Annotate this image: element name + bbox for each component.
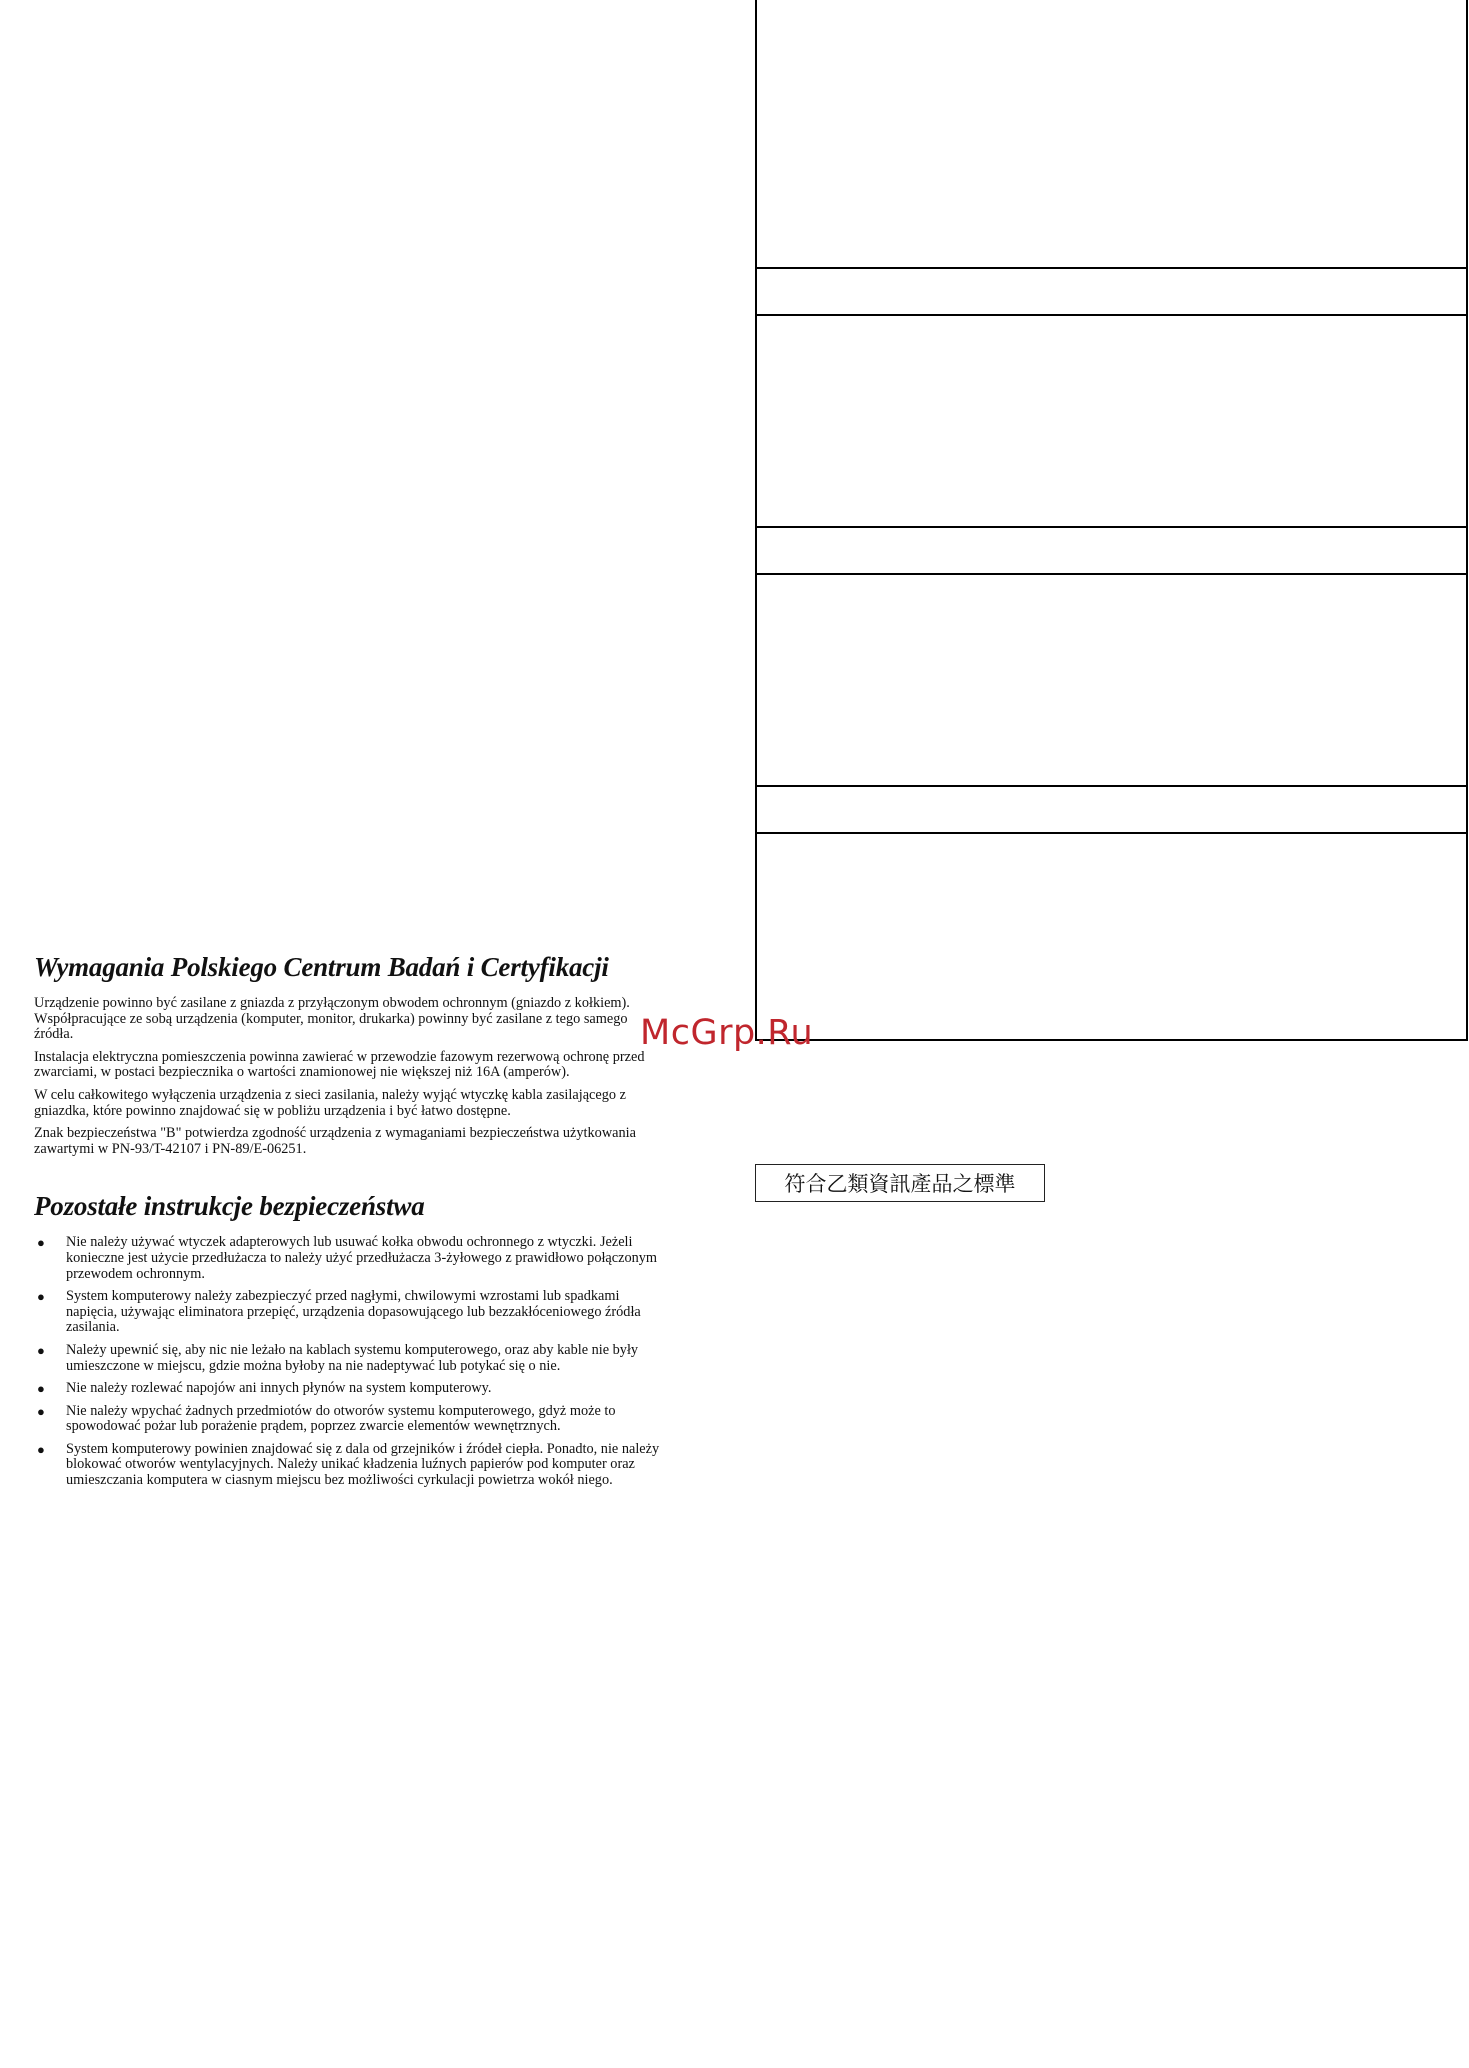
list-item-text: System komputerowy powinien znajdować się z dala od grzejników i źródeł ciepła. Ponadto, nie należy blokować otworów wentylacyjnych. Należy unikać kładzenia luźnych papierów pod komputer oraz umieszczania komputera w ciasnym miejscu bez możliwości cyrkulacji powietrza wokół niego. [66,1440,660,1489]
bullet-icon: ● [37,1342,45,1358]
paragraph: Instalacja elektryczna pomieszczenia powinna zawierać w przewodzie fazowym rezerwową ochronę przed zwarciami, w postaci bezpiecznika o wartości znamionowej nie większej niż 16A (amperów). [34,1048,645,1081]
paragraph: W celu całkowitego wyłączenia urządzenia z sieci zasilania, należy wyjąć wtyczkę kabla zasilającego z gniazdka, które powinno znajdować się w pobliżu urządzenia i być łatwo dostępne. [34,1086,626,1119]
table-cell [757,316,1466,528]
list-item [34,1289,670,1336]
watermark: McGrp.Ru [640,1013,814,1053]
list-item [34,1381,670,1397]
bullet-icon: ● [37,1235,45,1251]
table-cell [757,575,1466,787]
class-b-compliance-label: 符合乙類資訊產品之標準 [755,1164,1045,1202]
list-item-text: System komputerowy należy zabezpieczyć przed nagłymi, chwilowymi wzrostami lub spadkami napięcia, używając eliminatora przepięć, urządzenia dopasowującego lub bezzakłóceniowego źródła zasilania. [66,1288,641,1336]
list-item [34,1343,670,1374]
other-safety-section [34,1189,670,1488]
list-item [34,1404,670,1435]
table-cell [757,528,1466,575]
list-item [34,1442,670,1489]
paragraph: Urządzenie powinno być zasilane z gniazda z przyłączonym obwodem ochronnym (gniazdo z kołkiem). Współpracujące ze sobą urządzenia (komputer, monitor, drukarka) powinny być zasilane z tego samego źródła. [34,995,630,1043]
section-title-other-safety: Pozostałe instrukcje bezpieczeństwa [34,1191,425,1222]
paragraph: Znak bezpieczeństwa "B" potwierdza zgodność urządzenia z wymaganiami bezpieczeństwa użytkowania zawartymi w PN-93/T-42107 i PN-89/E-06251. [34,1125,636,1157]
bullet-icon: ● [37,1289,45,1305]
table-cell [757,787,1466,834]
left-column [34,950,670,1496]
safety-list [34,1235,670,1488]
table-cell [757,269,1466,316]
right-bordered-table [755,0,1468,1041]
table-cell [757,0,1466,269]
list-item-text: Nie należy rozlewać napojów ani innych płynów na system komputerowy. [66,1380,492,1397]
bullet-icon: ● [37,1403,45,1419]
bullet-icon: ● [37,1441,45,1457]
list-item-text: Nie należy używać wtyczek adapterowych lub usuwać kołka obwodu ochronnego z wtyczki. Jeżeli konieczne jest użycie przedłużacza to należy użyć przedłużacza 3-żyłowego z prawidłowo połączonym przewodem ochronnym. [66,1234,658,1282]
section-title-pcbc: Wymagania Polskiego Centrum Badań i Certyfikacji [34,952,609,982]
bullet-icon: ● [37,1381,45,1397]
list-item-text: Nie należy wpychać żadnych przedmiotów do otworów systemu komputerowego, gdyż może to spowodować pożar lub porażenie prądem, poprzez zwarcie elementów wewnętrznych. [66,1402,616,1435]
list-item [34,1235,670,1282]
list-item-text: Należy upewnić się, aby nic nie leżało na kablach systemu komputerowego, oraz aby kable nie były umieszczone w miejscu, gdzie można byłoby na nie nadeptywać lub potykać się o nie. [66,1341,639,1374]
